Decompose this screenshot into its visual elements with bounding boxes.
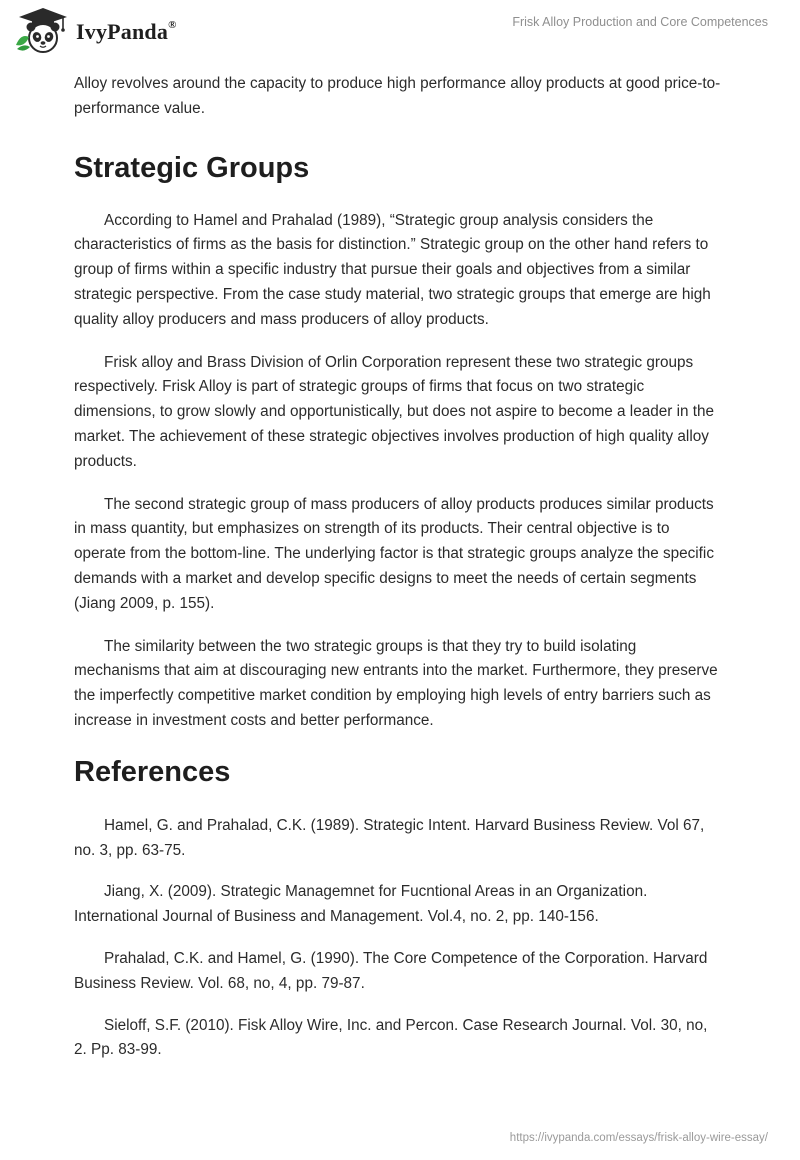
section-heading-references: References — [74, 755, 231, 788]
brand-name: IvyPanda® — [76, 18, 177, 44]
reference-item: Hamel, G. and Prahalad, C.K. (1989). Strategic Intent. Harvard Business Review. Vol 67, no. 3, pp. 63-75. — [74, 816, 705, 859]
reference-item: Jiang, X. (2009). Strategic Managemnet for Fucntional Areas in an Organization. International Journal of Business and Management. Vol.4, no. 2, pp. 140-156. — [74, 883, 648, 926]
body-paragraph: According to Hamel and Prahalad (1989), “Strategic group analysis considers the characteristics of firms as the basis for distinction.” Strategic group on the other hand refers to group of firms within a specific industry that pursue their goals and objectives from a similar strategic perspective. From the case study material, two strategic groups that emerge are high quality alloy producers and mass producers of alloy products. — [74, 211, 711, 328]
lead-paragraph: Alloy revolves around the capacity to produce high performance alloy products at good price-to-performance value. — [74, 75, 721, 117]
body-paragraph: Frisk alloy and Brass Division of Orlin Corporation represent these two strategic groups respectively. Frisk Alloy is part of strategic groups of firms that focus on two strategic dimensions, to grow slowly and opportunistically, but does not aspire to become a leader in the market. The achievement of these strategic objectives involves production of high quality alloy products. — [74, 353, 714, 470]
document-title: Frisk Alloy Production and Core Competences — [512, 15, 768, 29]
reference-item: Prahalad, C.K. and Hamel, G. (1990). The Core Competence of the Corporation. Harvard Business Review. Vol. 68, no, 4, pp. 79-87. — [74, 949, 708, 992]
reference-item: Sieloff, S.F. (2010). Fisk Alloy Wire, Inc. and Percon. Case Research Journal. Vol. 30, no, 2. Pp. 83-99. — [74, 1016, 708, 1059]
registered-mark: ® — [168, 18, 177, 31]
body-paragraph: The second strategic group of mass producers of alloy products produces similar products in mass quantity, but emphasizes on strength of its products. Their central objective is to operate from the bottom-line. The underlying factor is that strategic groups analyze the specific demands with a market and develop specific designs to meet the needs of certain segments (Jiang 2009, p. 155). — [74, 495, 714, 612]
section-heading-strategic-groups: Strategic Groups — [74, 151, 310, 184]
brand-logo[interactable] — [12, 7, 177, 57]
panda-graduate-icon — [12, 7, 74, 57]
body-paragraph: The similarity between the two strategic groups is that they try to build isolating mechanisms that aim at discouraging new entrants into the market. Furthermore, they preserve the imperfectly competitive market condition by employing high levels of entry barriers such as increase in investment costs and better performance. — [74, 637, 718, 729]
source-url-link[interactable]: https://ivypanda.com/essays/frisk-alloy-wire-essay/ — [509, 1132, 768, 1144]
essay-content — [74, 72, 724, 1080]
page-header — [0, 0, 800, 62]
